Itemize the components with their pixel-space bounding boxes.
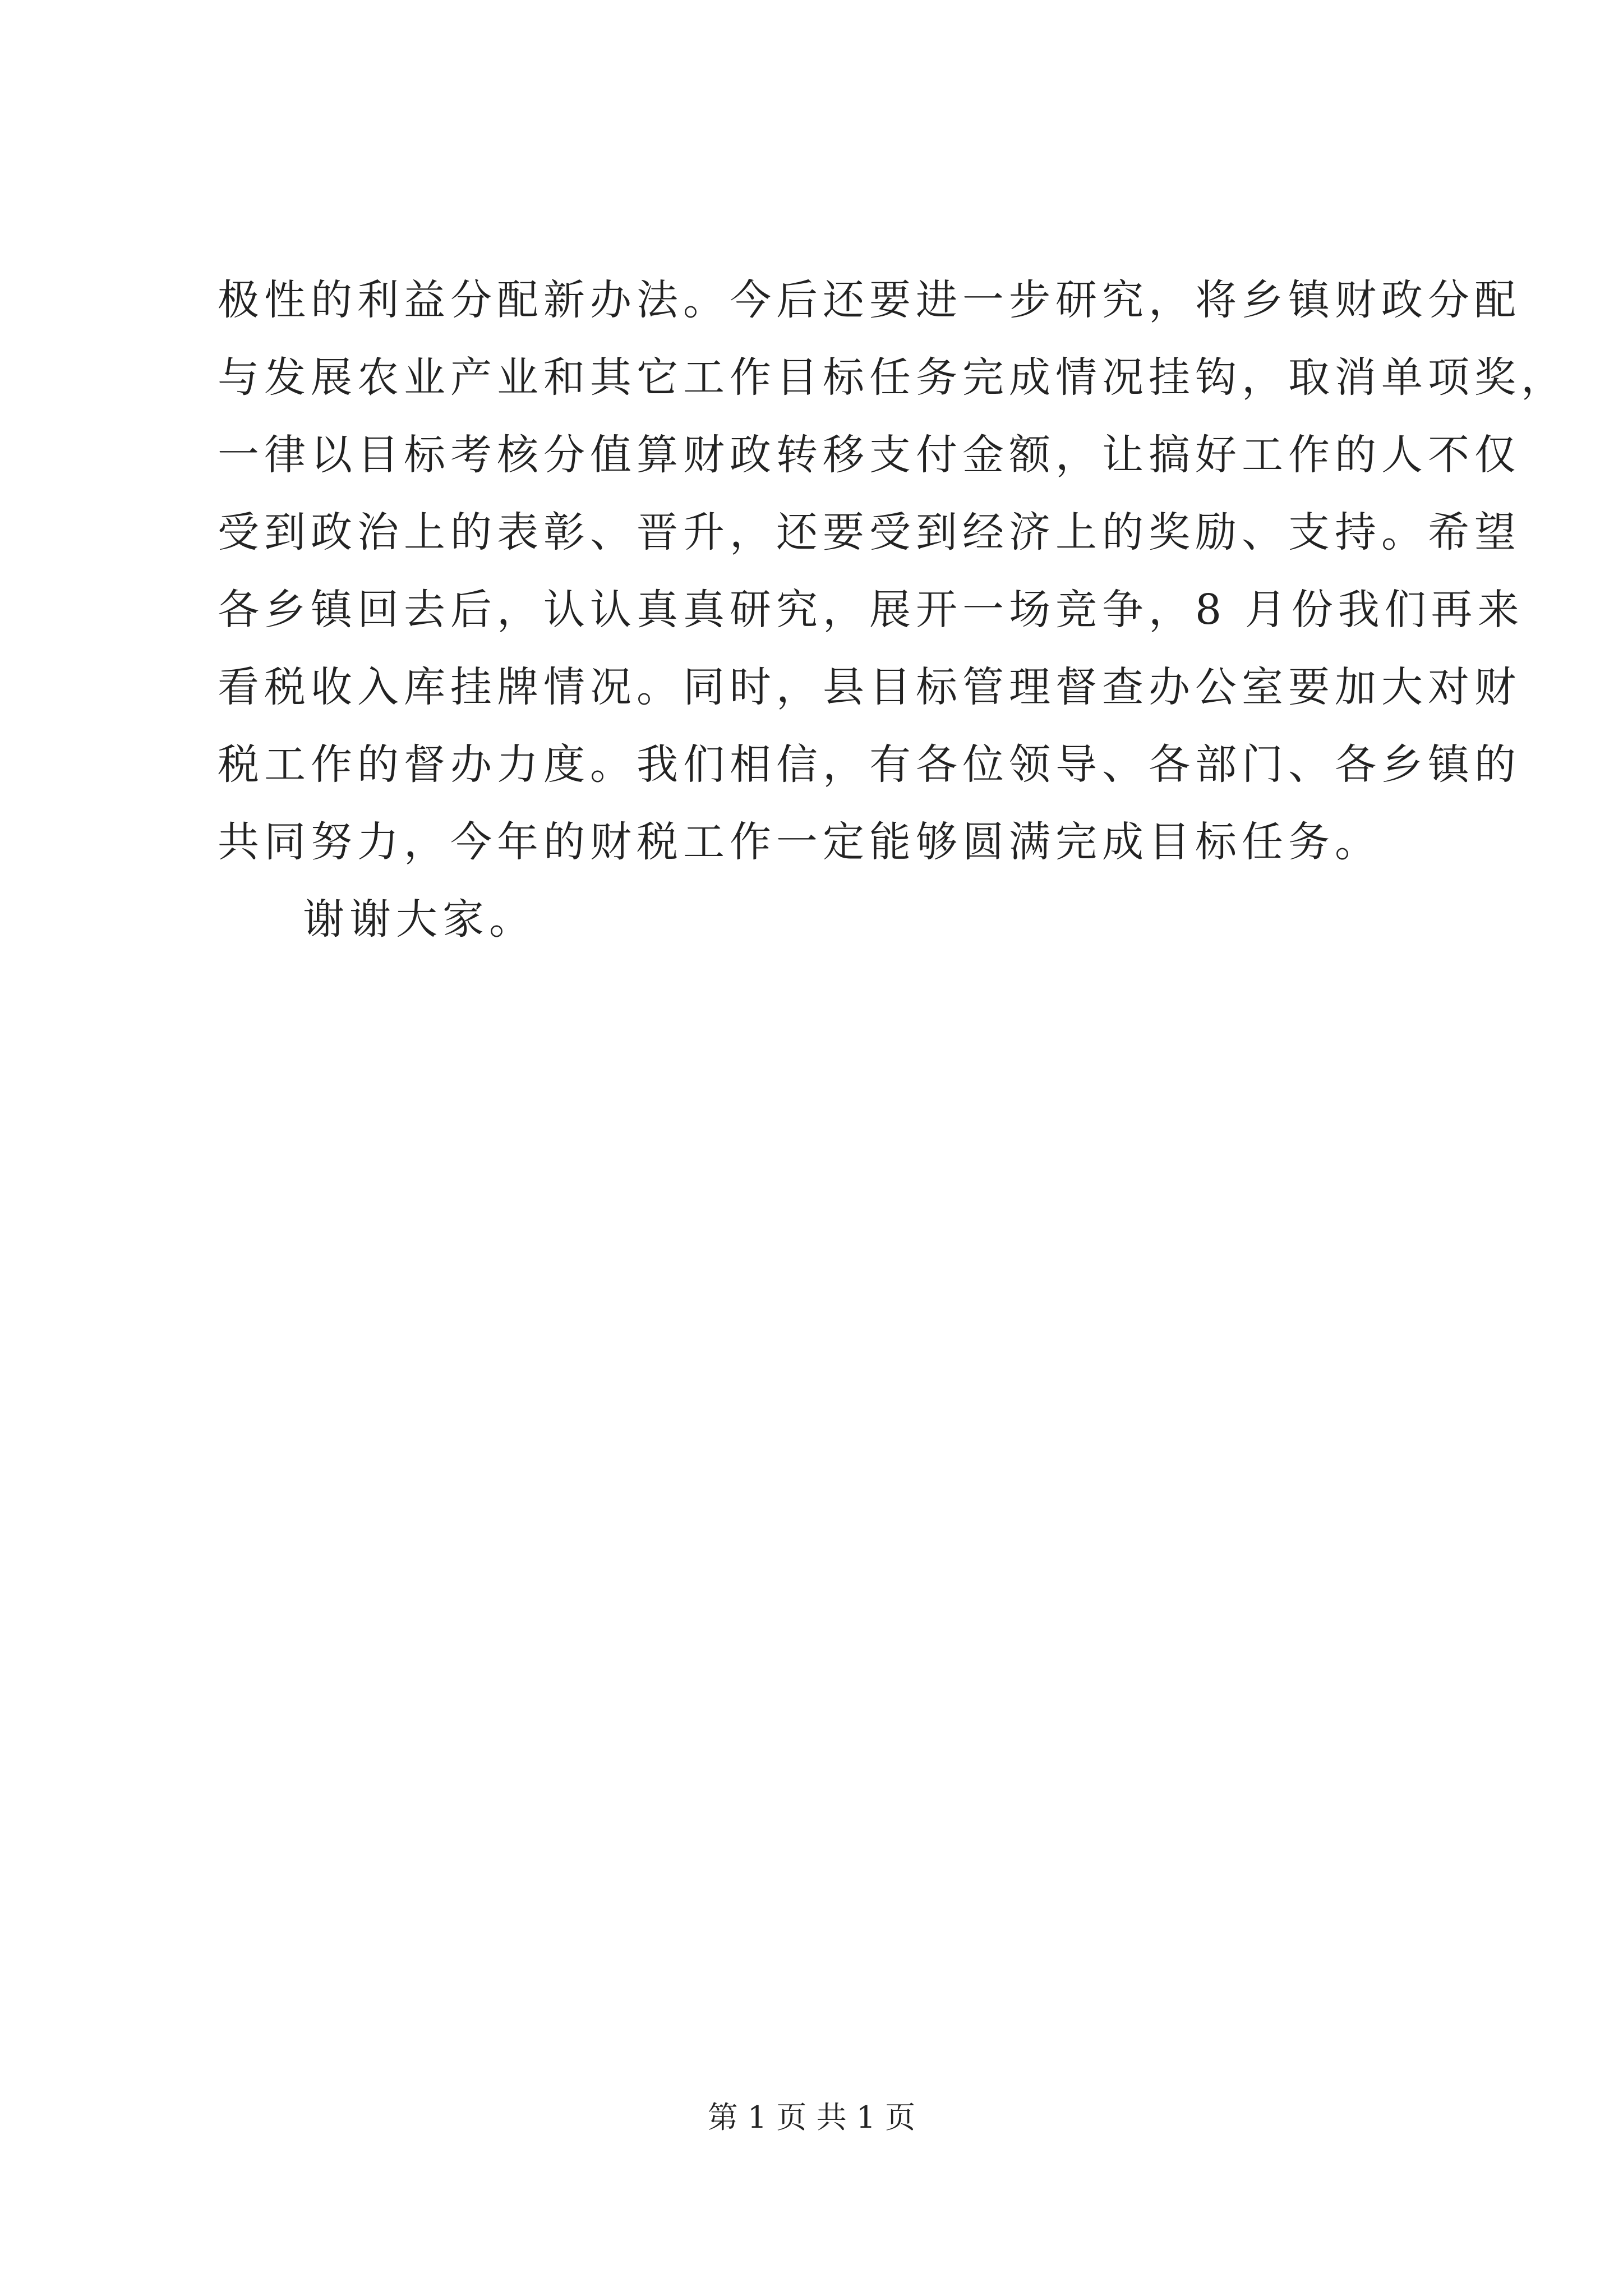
paragraph-line: 各乡镇回去后，认认真真研究，展开一场竞争，8 月份我们再来 (218, 586, 1524, 634)
page-footer: 第 1 页 共 1 页 (707, 2100, 916, 2135)
paragraph-line: 税工作的督办力度。我们相信，有各位领导、各部门、各乡镇的 (218, 740, 1521, 789)
paragraph-line: 一律以目标考核分值算财政转移支付金额，让搞好工作的人不仅 (218, 431, 1521, 479)
closing-line: 谢谢大家。 (303, 895, 536, 944)
paragraph-line: 极性的利益分配新办法。今后还要进一步研究，将乡镇财政分配 (218, 276, 1521, 324)
body-text (218, 261, 1567, 958)
paragraph-line: 看税收入库挂牌情况。同时，县目标管理督查办公室要加大对财 (218, 663, 1521, 711)
paragraph-line: 共同努力，今年的财税工作一定能够圆满完成目标任务。 (218, 818, 1381, 866)
paragraph-line: 与发展农业产业和其它工作目标任务完成情况挂钩，取消单项奖， (218, 353, 1567, 402)
paragraph-line: 受到政治上的表彰、晋升，还要受到经济上的奖励、支持。希望 (218, 508, 1521, 556)
